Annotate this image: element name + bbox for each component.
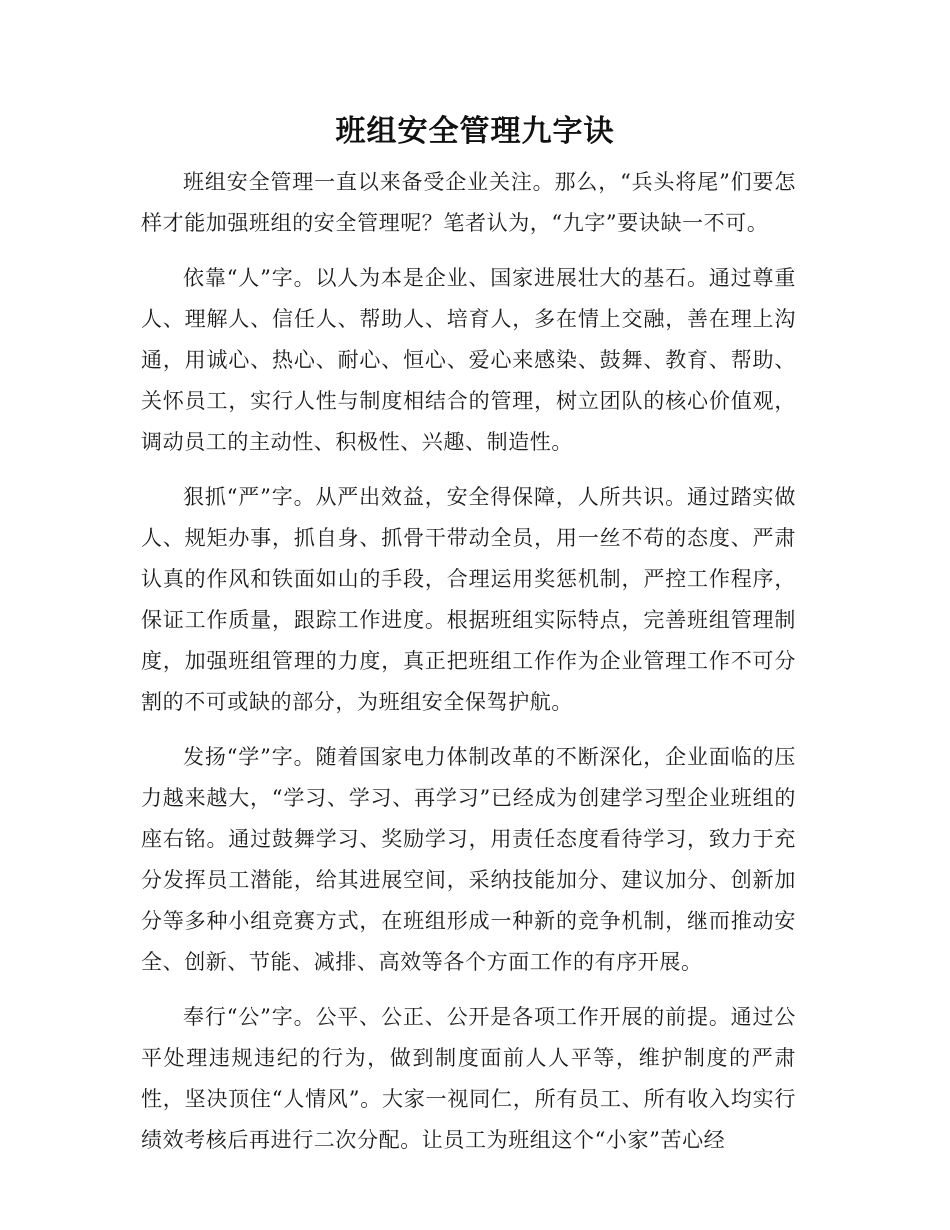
paragraph-intro: 班组安全管理一直以来备受企业关注。那么，“兵头将尾”们要怎样才能加强班组的安全管理呢？笔者认为，“九字”要诀缺一不可。 (141, 170, 796, 235)
paragraph-ren: 依靠“人”字。以人为本是企业、国家进展壮大的基石。通过尊重人、理解人、信任人、帮助人、培育人，多在情上交融，善在理上沟通，用诚心、热心、耐心、恒心、爱心来感染、鼓舞、教育、帮助、关怀员工，实行人性与制度相结合的管理，树立团队的核心价值观，调动员工的主动性、积极性、兴趣、制造性。 (141, 266, 796, 454)
document-title: 班组安全管理九字诀 (335, 114, 615, 149)
paragraph-gong: 奉行“公”字。公平、公正、公开是各项工作开展的前提。通过公平处理违规违纪的行为，做到制度面前人人平等，维护制度的严肃性，坚决顶住“人情风”。大家一视同仁，所有员工、所有收入均实行绩效考核后再进行二次分配。让员工为班组这个“小家”苦心经 (141, 1005, 796, 1152)
document-body (141, 162, 796, 1175)
paragraph-yan: 狠抓“严”字。从严出效益，安全得保障，人所共识。通过踏实做人、规矩办事，抓自身、抓骨干带动全员，用一丝不苟的态度、严肃认真的作风和铁面如山的手段，合理运用奖惩机制，严控工作程序，保证工作质量，跟踪工作进度。根据班组实际特点，完善班组管理制度，加强班组管理的力度，真正把班组工作作为企业管理工作不可分割的不可或缺的部分，为班组安全保驾护航。 (141, 485, 796, 714)
paragraph-xue: 发扬“学”字。随着国家电力体制改革的不断深化，企业面临的压力越来越大，“学习、学习、再学习”已经成为创建学习型企业班组的座右铭。通过鼓舞学习、奖励学习，用责任态度看待学习，致力于充分发挥员工潜能，给其进展空间，采纳技能加分、建议加分、创新加分等多种小组竞赛方式，在班组形成一种新的竞争机制，继而推动安全、创新、节能、减排、高效等各个方面工作的有序开展。 (141, 745, 796, 974)
